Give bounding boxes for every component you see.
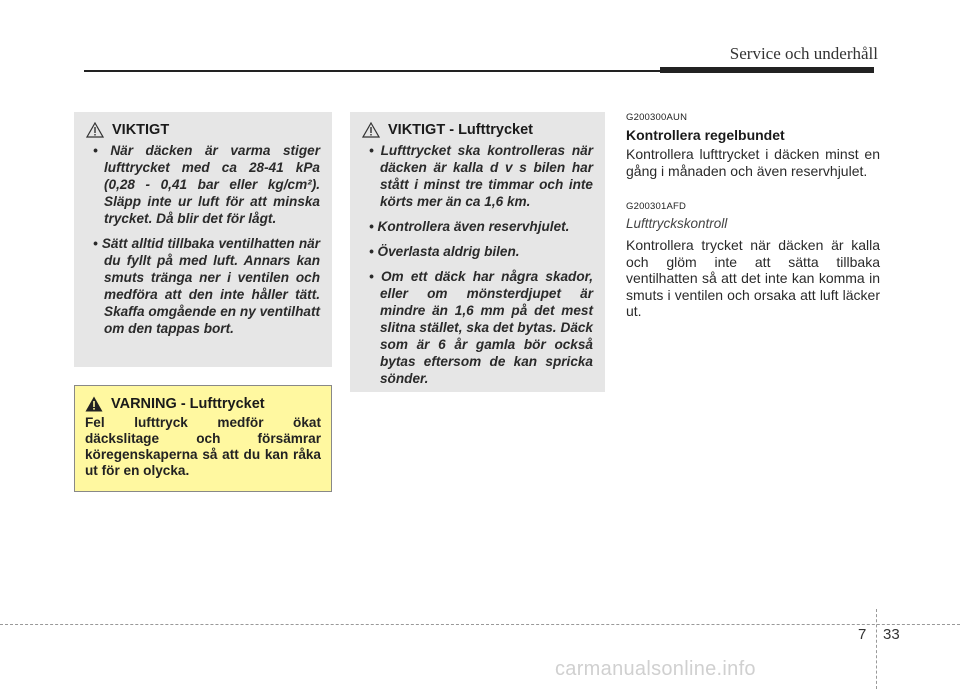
section-title: Service och underhåll xyxy=(729,44,878,63)
warning-box xyxy=(74,385,332,492)
warning-triangle-icon xyxy=(85,396,103,412)
header-rule-thick xyxy=(660,67,874,73)
warning-text: Fel lufttryck medför ökat däckslitage och försämrar köregenskaperna så att du kan råka ut för en olycka. xyxy=(85,415,321,478)
watermark-text: carmanualsonline.info xyxy=(555,658,756,680)
chapter-number: 7 xyxy=(858,626,867,643)
notice-bullet: • Kontrollera även reservhjulet. xyxy=(369,219,570,234)
footer-divider xyxy=(876,609,877,689)
caution-outline-icon xyxy=(362,122,380,138)
warning-title-row xyxy=(85,396,321,412)
notice-title-row xyxy=(362,122,593,138)
notice-box-lufttrycket xyxy=(350,112,605,392)
right-column xyxy=(626,112,880,320)
notice-bullet: • Lufttrycket ska kontrolleras när däcken är kalla d v s bilen har stått i minst tre timmar och inte körts mer än ca 1,6 km. xyxy=(369,143,593,209)
notice-bullet: • Sätt alltid tillbaka ventilhatten när du fyllt på med luft. Annars kan smuts tränga ner i ventilen och medföra att den inte håller tätt. Skaffa omgående en ny ventilhatt om den tappas bort. xyxy=(93,236,320,336)
notice-box-viktigt xyxy=(74,112,332,367)
footer-rule xyxy=(0,624,960,625)
section-heading: Kontrollera regelbundet xyxy=(626,127,785,143)
notice-title-row xyxy=(86,122,320,138)
notice-title: VIKTIGT - Lufttrycket xyxy=(388,122,534,138)
subsection-heading: Lufttryckskontroll xyxy=(626,216,728,231)
section-code: G200301AFD xyxy=(626,201,687,212)
notice-title: VIKTIGT xyxy=(112,122,170,138)
caution-outline-icon xyxy=(86,122,104,138)
body-paragraph: Kontrollera trycket när däcken är kalla och glöm inte att sätta tillbaka ventilhatten så att det inte kan komma in smuts i ventilen och orsaka att luft läcker ut. xyxy=(626,237,880,319)
notice-bullet: • När däcken är varma stiger lufttrycket med ca 28-41 kPa (0,28 - 0,41 bar eller kg/cm²). Släpp inte ur luft för att minska trycket. Då blir det för lågt. xyxy=(93,143,320,226)
warning-title: VARNING - Lufttrycket xyxy=(111,396,265,412)
page-number: 33 xyxy=(883,626,900,643)
body-paragraph: Kontrollera lufttrycket i däcken minst en gång i månaden och även reservhjulet. xyxy=(626,146,880,179)
section-code: G200300AUN xyxy=(626,112,688,123)
notice-bullet: • Om ett däck har några skador, eller om mönsterdjupet är mindre än 1,6 mm på det mest slitna stället, ska det bytas. Däck som är 6 år gamla bör också bytas eftersom de kan spricka sönder. xyxy=(369,269,593,386)
notice-bullet: • Överlasta aldrig bilen. xyxy=(369,244,520,259)
